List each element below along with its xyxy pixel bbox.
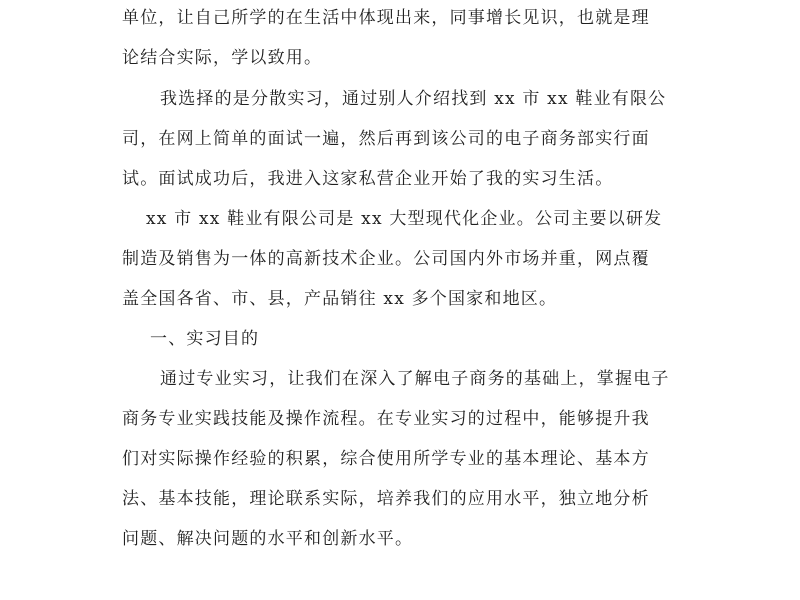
paragraph-line: 制造及销售为一体的高新技术企业。公司国内外市场并重，网点覆 (122, 249, 650, 269)
paragraph-line: 单位，让自己所学的在生活中体现出来，同事增长见识，也就是理 (122, 8, 650, 28)
paragraph-line: 试。面试成功后，我进入这家私营企业开始了我的实习生活。 (122, 169, 614, 189)
paragraph-line: 论结合实际，学以致用。 (122, 48, 323, 68)
paragraph-line: 通过专业实习，让我们在深入了解电子商务的基础上，掌握电子 (160, 369, 670, 389)
paragraph-line: xx 市 xx 鞋业有限公司是 xx 大型现代化企业。公司主要以研发 (146, 209, 663, 229)
paragraph-line: 商务专业实践技能及操作流程。在专业实习的过程中，能够提升我 (122, 409, 650, 429)
paragraph-line: 盖全国各省、市、县，产品销往 xx 多个国家和地区。 (122, 289, 558, 309)
paragraph-line: 司，在网上简单的面试一遍，然后再到该公司的电子商务部实行面 (122, 129, 650, 149)
paragraph-line: 们对实际操作经验的积累，综合使用所学专业的基本理论、基本方 (122, 449, 650, 469)
paragraph-line: 法、基本技能，理论联系实际，培养我们的应用水平，独立地分析 (122, 489, 650, 509)
paragraph-line: 我选择的是分散实习，通过别人介绍找到 xx 市 xx 鞋业有限公 (160, 89, 667, 109)
paragraph-line: 问题、解决问题的水平和创新水平。 (122, 529, 414, 549)
section-heading: 一、实习目的 (150, 329, 260, 349)
